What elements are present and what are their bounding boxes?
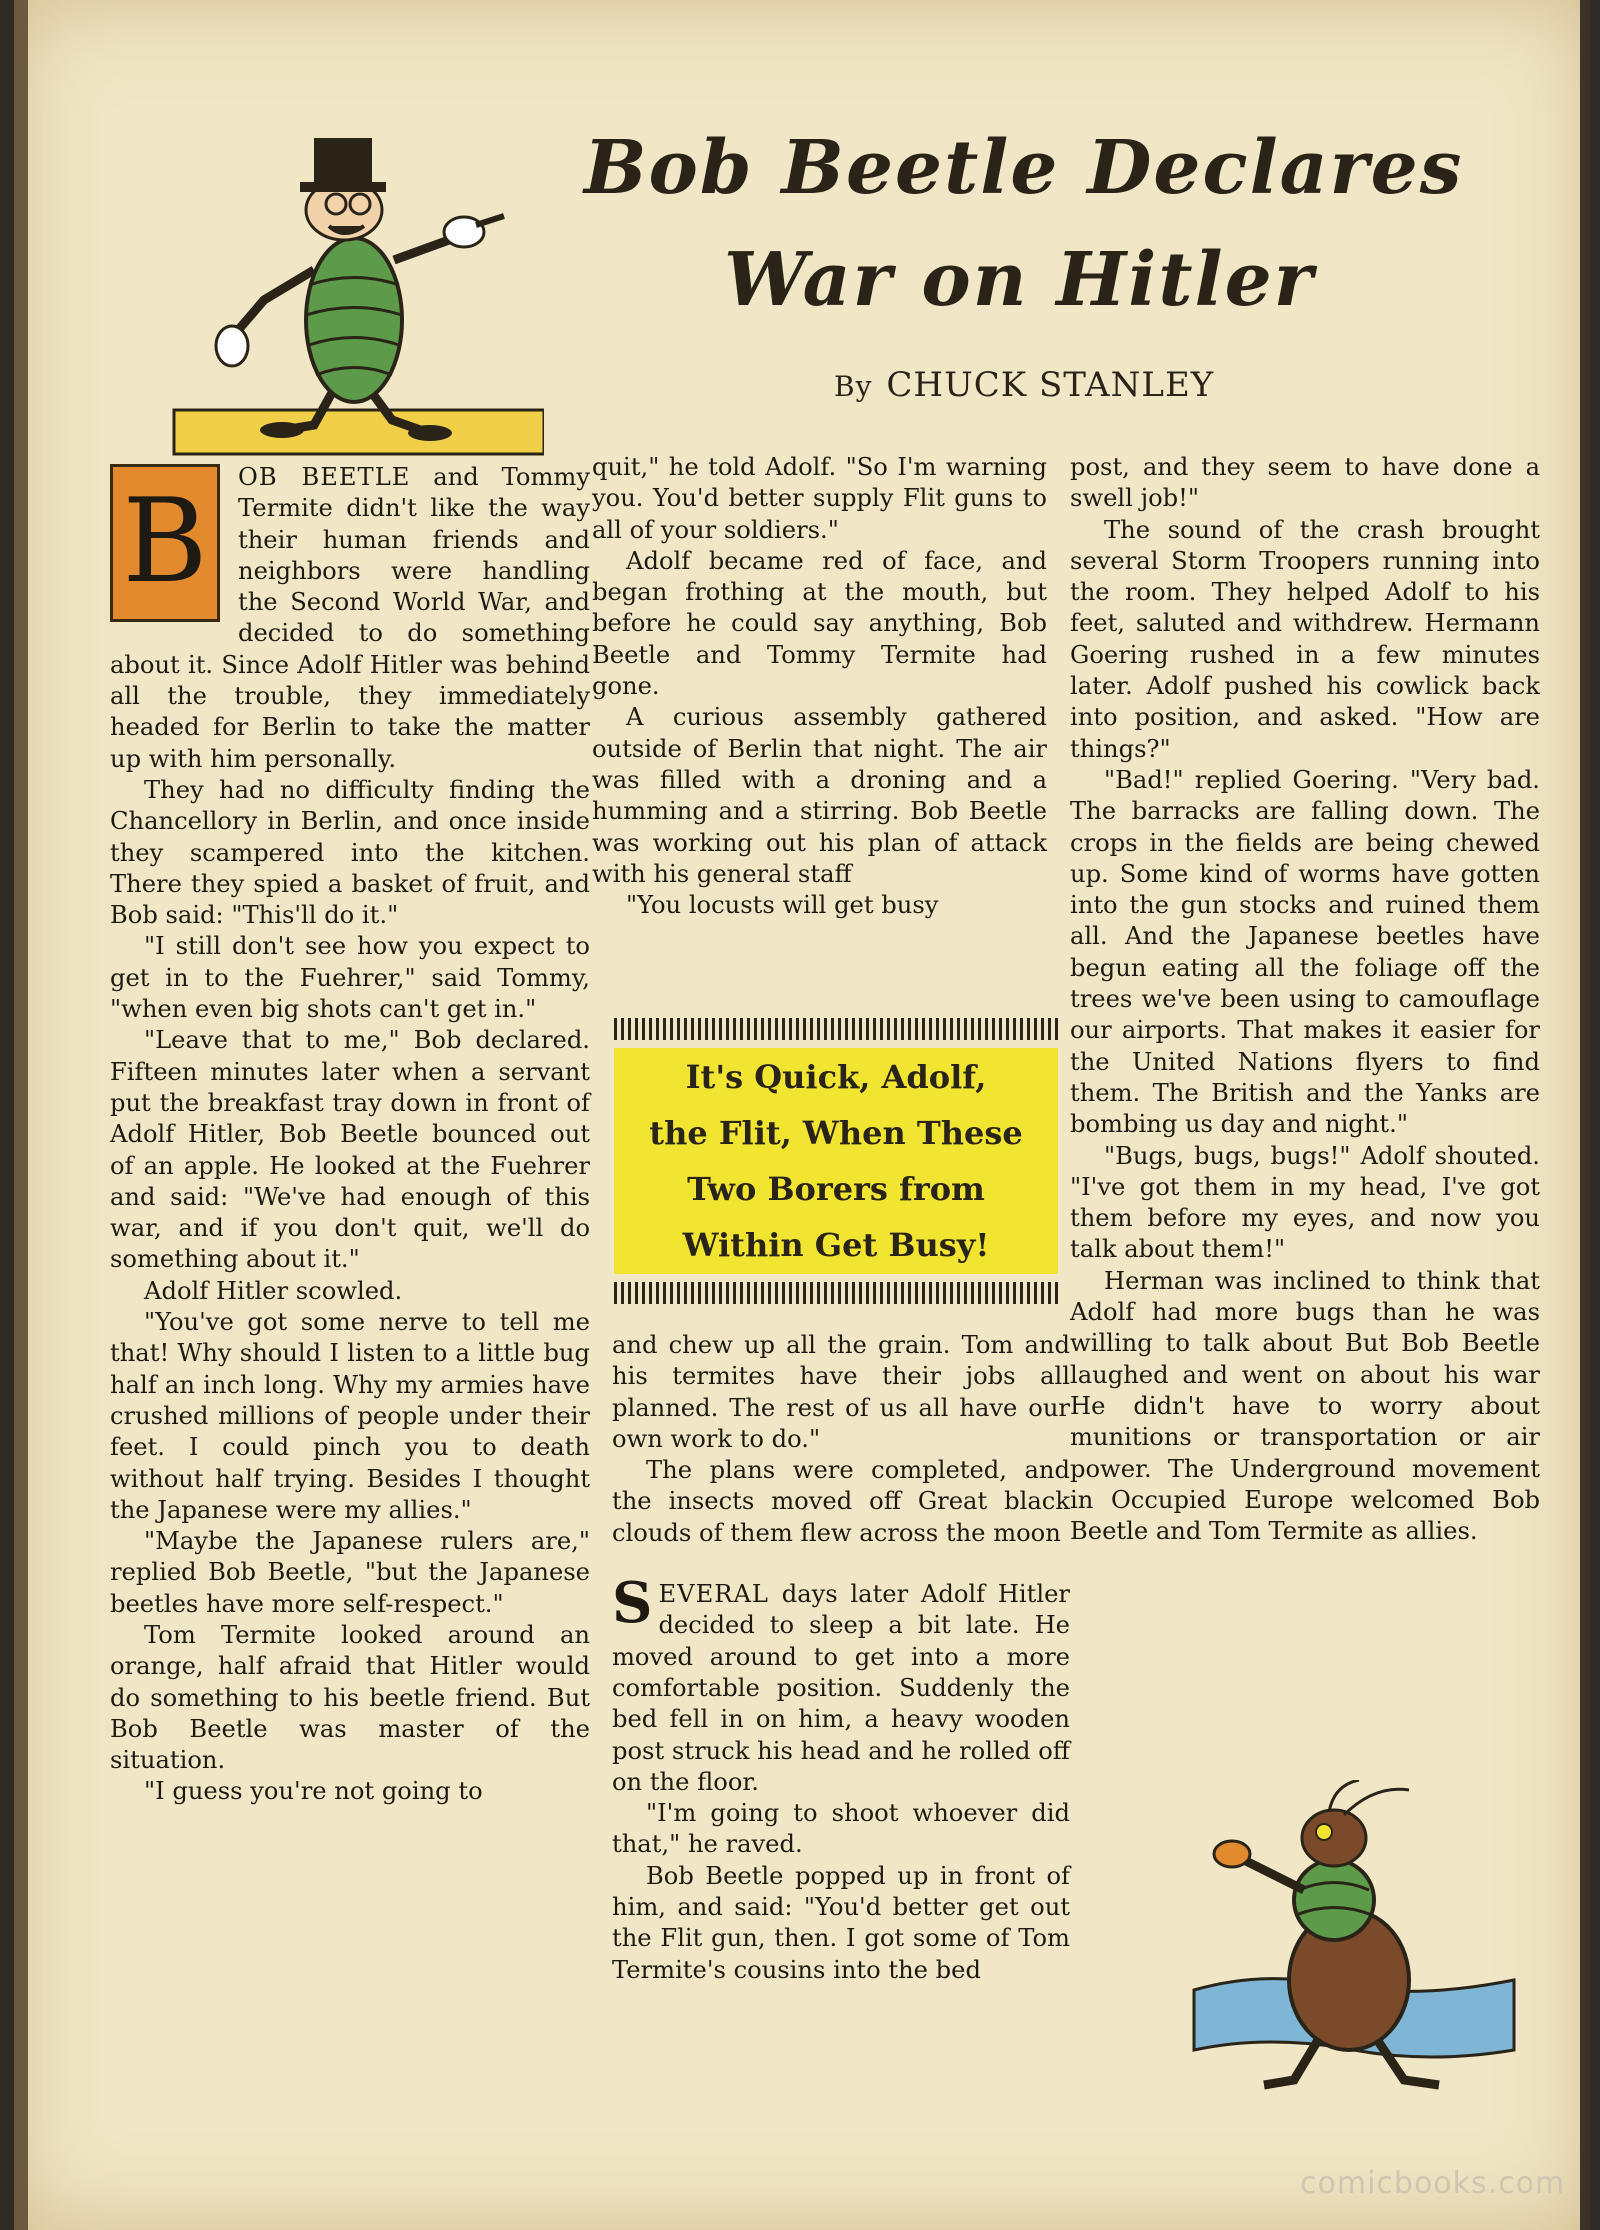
column-1 bbox=[110, 462, 590, 1808]
pull-quote bbox=[614, 1048, 1058, 1274]
byline-prefix: By bbox=[834, 370, 873, 403]
pull-quote-box bbox=[614, 1018, 1058, 1306]
column-2-top bbox=[592, 452, 1047, 921]
article-title bbox=[584, 112, 1544, 336]
lead-text: and Tommy Termite didn't like the way their human friends and neighbors were handling the Second World War, and decided to do something about it. Since Adolf Hitler was behind all the trouble, they immediately headed for Berlin to take the matter up with him personally. bbox=[110, 463, 590, 773]
paragraph: "Bugs, bugs, bugs!" Adolf shouted. "I've got them in my head, I've got them before my eyes, and now you talk about them!" bbox=[1070, 1141, 1540, 1264]
bob-beetle-illustration bbox=[164, 120, 544, 480]
paragraph: "Leave that to me," Bob declared. Fifteen minutes later when a servant put the breakfast tray down in front of Adolf Hitler, Bob Beetle bounced out of an apple. He looked at the Fuehrer and said: "We've had enough of this war, and if you don't quit, we'll do something about it." bbox=[110, 1026, 590, 1274]
section-text: days later Adolf Hitler decided to sleep a bit late. He moved around to get into a more comfortable position. Suddenly the bed fell in on him, a heavy wooden post struck his head and he rolled off on the floor. bbox=[612, 1580, 1070, 1796]
pull-quote-line: It's Quick, Adolf, bbox=[685, 1058, 987, 1096]
paragraph: quit," he told Adolf. "So I'm warning you. You'd better supply Flit guns to all of your soldiers." bbox=[592, 453, 1047, 544]
lead-caps: OB BEETLE bbox=[238, 463, 411, 491]
paragraph: The sound of the crash brought several Storm Troopers running into the room. They helped Adolf to his feet, saluted and withdrew. Hermann Goering rushed in a few minutes later. Adolf pushed his cowlick back into position, and asked. "How are things?" bbox=[1070, 515, 1540, 763]
pull-quote-line: the Flit, When These bbox=[649, 1114, 1023, 1152]
section-initial: S bbox=[612, 1570, 653, 1637]
paragraph: Tom Termite looked around an orange, half afraid that Hitler would do something to his beetle friend. But Bob Beetle was master of the situation. bbox=[110, 1620, 590, 1775]
paragraph: Herman was inclined to think that Adolf had more bugs than he was willing to talk about But Bob Beetle laughed and went on about his war He didn't have to worry about munitions or transportation or air power. The Underground movement in Occupied Europe welcomed Bob Beetle and Tom Termite as allies. bbox=[1070, 1266, 1540, 1546]
paragraph: A curious assembly gathered outside of Berlin that night. The air was filled with a droning and a humming and a stirring. Bob Beetle was working out his plan of attack with his general staff bbox=[592, 703, 1047, 888]
drop-cap: B bbox=[110, 464, 220, 622]
section-lead-paragraph bbox=[612, 1570, 1070, 1798]
column-2-bottom bbox=[612, 1330, 1070, 1986]
title-line-2: War on Hitler bbox=[724, 237, 1315, 323]
section-caps: EVERAL bbox=[658, 1580, 769, 1609]
pull-quote-line: Within Get Busy! bbox=[682, 1226, 990, 1264]
byline-author: CHUCK STANLEY bbox=[886, 365, 1215, 405]
paragraph: "I'm going to shoot whoever did that," he raved. bbox=[612, 1799, 1070, 1859]
paragraph: Adolf became red of face, and began frothing at the mouth, but before he could say anything, Bob Beetle and Tommy Termite had gone. bbox=[592, 546, 1047, 701]
byline bbox=[834, 365, 1214, 405]
pull-quote-line: Two Borers from bbox=[687, 1170, 985, 1208]
paragraph: "I still don't see how you expect to get in to the Fuehrer," said Tommy, "when even big shots can't get in." bbox=[110, 932, 590, 1024]
paragraph: "Maybe the Japanese rulers are," replied Bob Beetle, "but the Japanese beetles have more self-respect." bbox=[110, 1527, 590, 1618]
magazine-page bbox=[14, 0, 1590, 2230]
page-right-edge bbox=[1580, 0, 1590, 2230]
decorative-border-bottom bbox=[614, 1282, 1058, 1304]
paragraph: "You've got some nerve to tell me that! Why should I listen to a little bug half an inch long. Why my armies have crushed millions of people under their feet. I could pinch you to death without half trying. Besides I thought the Japanese were my allies." bbox=[110, 1308, 590, 1524]
paragraph: "I guess you're not going to bbox=[144, 1777, 483, 1806]
paragraph: and chew up all the grain. Tom and his termites have their jobs all planned. The rest of us all have our own work to do." bbox=[612, 1331, 1070, 1453]
paragraph: post, and they seem to have done a swell job!" bbox=[1070, 453, 1540, 513]
page-left-edge bbox=[14, 0, 28, 2230]
title-line-1: Bob Beetle Declares bbox=[584, 125, 1464, 211]
paragraph: Bob Beetle popped up in front of him, and said: "You'd better get out the Flit gun, then. I got some of Tom Termite's cousins into the bed bbox=[612, 1861, 1070, 1984]
paragraph: "You locusts will get busy bbox=[626, 891, 939, 920]
paragraph: They had no difficulty finding the Chancellory in Berlin, and once inside they scampered into the kitchen. There they spied a basket of fruit, and Bob said: "This'll do it." bbox=[110, 775, 590, 930]
paragraph: The plans were completed, and the insects moved off Great black clouds of them flew across the moon bbox=[612, 1456, 1070, 1547]
paragraph: Adolf Hitler scowled. bbox=[144, 1276, 403, 1305]
decorative-border-top bbox=[614, 1018, 1058, 1040]
paragraph: "Bad!" replied Goering. "Very bad. The barracks are falling down. The crops in the fields are being chewed up. Some kind of worms have gotten into the gun stocks and ruined them all. And the Japanese beetles have begun eating all the foliage off the trees we've been using to camouflage our airports. That makes it easier for the United Nations flyers to find them. The British and the Yanks are bombing us day and night." bbox=[1070, 765, 1540, 1139]
beetle-illustration bbox=[1184, 1780, 1524, 2110]
column-3 bbox=[1070, 452, 1540, 1547]
watermark: comicbooks.com bbox=[1300, 2166, 1566, 2201]
